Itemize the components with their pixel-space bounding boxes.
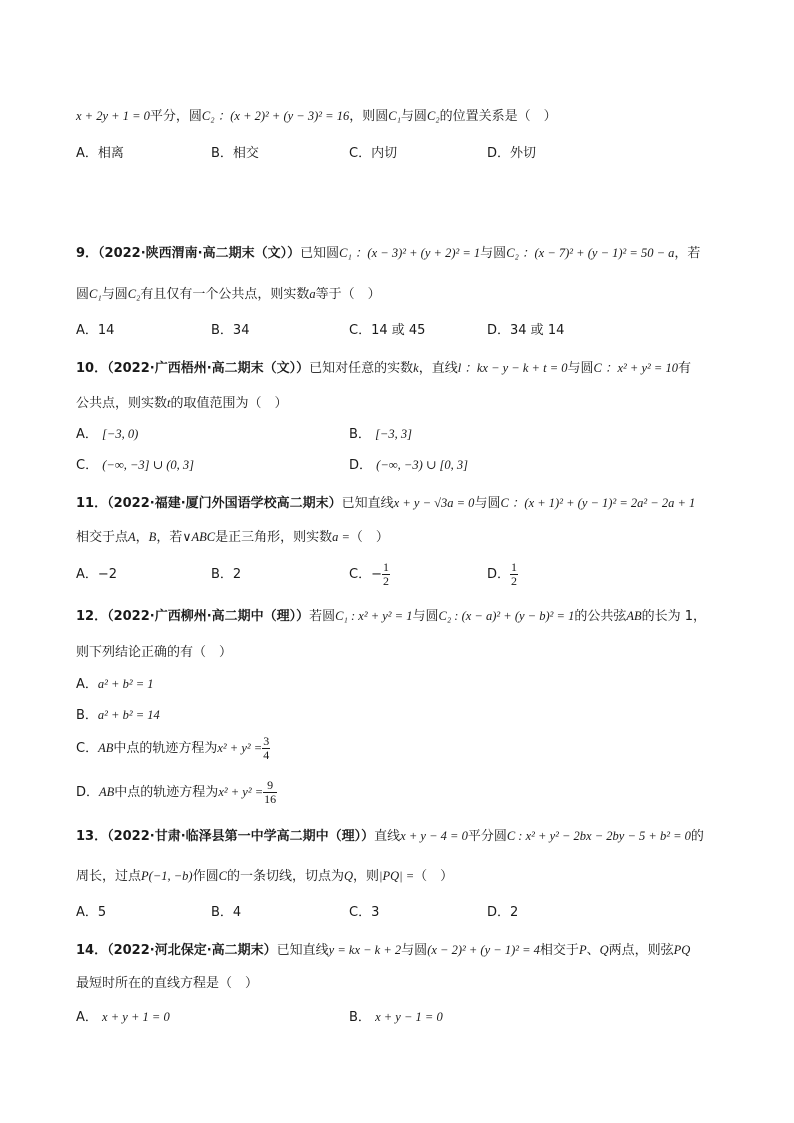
option-label: A． bbox=[76, 427, 98, 442]
q8-option-a: A．相离 bbox=[76, 146, 124, 161]
q12-text: 与圆 bbox=[412, 609, 439, 624]
q10-text: 有 bbox=[677, 361, 691, 376]
q10-math-line: l ：kx − y − k + t = 0 bbox=[457, 361, 568, 375]
option-text: 中点的轨迹方程为 bbox=[113, 741, 218, 756]
q9-stem-line2 bbox=[76, 284, 381, 305]
option-label: D． bbox=[349, 458, 373, 473]
denominator: 4 bbox=[263, 748, 270, 762]
q13-math-line: x + y − 4 = 0 bbox=[400, 829, 468, 843]
q11-text: （ ） bbox=[349, 530, 389, 545]
q10-source: （2022·广西梧州·高二期末（文）） bbox=[107, 361, 310, 376]
q14-number: 14． bbox=[76, 943, 108, 958]
option-math: [−3, 0) bbox=[102, 427, 139, 441]
q9-source: （2022·陕西渭南·高二期末（文）） bbox=[98, 246, 301, 261]
q12-option-d bbox=[76, 777, 277, 808]
q10-number: 10． bbox=[76, 361, 108, 376]
q8-math-c2: C₂ bbox=[426, 109, 440, 123]
q10-option-b bbox=[349, 424, 412, 445]
q11-stem-line1 bbox=[76, 493, 695, 514]
fraction bbox=[382, 561, 390, 588]
option-label: A． bbox=[76, 567, 98, 582]
numerator: 3 bbox=[263, 734, 270, 748]
denominator: 16 bbox=[264, 792, 277, 806]
q9-option-a: A．14 bbox=[76, 323, 115, 338]
option-label: D． bbox=[487, 567, 511, 582]
q13-math: Q bbox=[343, 869, 354, 883]
q9-math: C₁ bbox=[89, 287, 102, 301]
q13-stem-line1 bbox=[76, 826, 704, 847]
q9-math-c2: C₂ ：(x − 7)² + (y − 1)² = 50 − a bbox=[506, 246, 675, 260]
q14-math: P bbox=[578, 943, 587, 957]
q13-number: 13． bbox=[76, 829, 108, 844]
q11-source: （2022·福建·厦门外国语学校高二期末） bbox=[107, 496, 342, 511]
numerator: 1 bbox=[511, 560, 518, 574]
option-label: C． bbox=[76, 458, 99, 473]
q9-math-c1: C₁ ：(x − 3)² + (y + 2)² = 1 bbox=[339, 246, 481, 260]
q9-number: 9． bbox=[76, 246, 99, 261]
q11-text: 是正三角形，则实数 bbox=[215, 530, 333, 545]
q13-math: C bbox=[218, 869, 227, 883]
option-math: −2 bbox=[97, 567, 118, 582]
q10-stem-line2 bbox=[76, 393, 288, 414]
option-label: C． bbox=[76, 741, 99, 756]
q9-math: C₂ bbox=[127, 287, 141, 301]
q13-text: ，则 bbox=[353, 869, 380, 884]
q12-option-c bbox=[76, 733, 270, 764]
q10-option-a bbox=[76, 424, 138, 445]
q10-math: t bbox=[167, 396, 171, 410]
q13-math-circle: C : x² + y² − 2bx − 2by − 5 + b² = 0 bbox=[506, 829, 691, 843]
q11-option-d bbox=[487, 560, 518, 590]
q8-option-c: C．内切 bbox=[349, 146, 398, 161]
option-label: C． bbox=[349, 567, 372, 582]
denominator: 2 bbox=[511, 574, 518, 588]
q12-option-b bbox=[76, 705, 160, 726]
q10-stem-line1 bbox=[76, 358, 691, 379]
q9-text: 等于（ ） bbox=[315, 287, 381, 302]
denominator: 2 bbox=[382, 574, 389, 588]
option-label: B． bbox=[349, 427, 371, 442]
q13-stem-line2 bbox=[76, 866, 453, 887]
q11-option-c bbox=[349, 560, 390, 590]
q8-text: 的位置关系是（ ） bbox=[439, 109, 557, 124]
q14-text: 相交于 bbox=[539, 943, 579, 958]
option-math: x + y − 1 = 0 bbox=[375, 1010, 443, 1024]
q13-option-b: B．4 bbox=[211, 905, 242, 920]
q11-math: ∨ABC bbox=[182, 530, 216, 544]
numerator: 1 bbox=[382, 560, 389, 574]
q9-option-b: B．34 bbox=[211, 323, 250, 338]
q12-text: 的公共弦 bbox=[574, 609, 627, 624]
q11-option-a bbox=[76, 565, 117, 585]
q14-option-a bbox=[76, 1007, 170, 1028]
q14-text: 已知直线 bbox=[276, 943, 329, 958]
q14-text: 两点，则弦 bbox=[608, 943, 674, 958]
q9-text: 与圆 bbox=[480, 246, 507, 261]
q10-text: 与圆 bbox=[567, 361, 594, 376]
q9-text: ，若 bbox=[674, 246, 701, 261]
q8-option-d: D．外切 bbox=[487, 146, 537, 161]
option-math: x + y + 1 = 0 bbox=[102, 1010, 170, 1024]
q9-option-d: D．34 或 14 bbox=[487, 323, 565, 338]
q11-text: 相交于点 bbox=[76, 530, 129, 545]
numerator: 9 bbox=[263, 779, 277, 793]
option-math: (−∞, −3) ∪ [0, 3] bbox=[376, 458, 468, 472]
q10-text: 的取值范围为（ ） bbox=[170, 396, 288, 411]
q12-source: （2022·广西柳州·高二期中（理）） bbox=[107, 609, 310, 624]
q9-text: 已知圆 bbox=[300, 246, 340, 261]
q10-text: 已知对任意的实数 bbox=[309, 361, 414, 376]
q12-text: 若圆 bbox=[309, 609, 336, 624]
q14-text: 与圆 bbox=[401, 943, 428, 958]
q11-math: A bbox=[128, 530, 136, 544]
q13-option-a: A．5 bbox=[76, 905, 107, 920]
q14-math-circle: (x − 2)² + (y − 1)² = 4 bbox=[427, 943, 540, 957]
q13-math: P(−1, −b) bbox=[141, 869, 193, 883]
q11-number: 11． bbox=[76, 496, 108, 511]
q10-text: ，直线 bbox=[418, 361, 458, 376]
q8-text: ，则圆 bbox=[349, 109, 389, 124]
option-math: (−∞, −3] ∪ (0, 3] bbox=[102, 458, 195, 472]
option-label: A． bbox=[76, 677, 98, 692]
q13-text: 作圆 bbox=[192, 869, 219, 884]
q8-option-b: B．相交 bbox=[211, 146, 259, 161]
option-math: x² + y² = bbox=[217, 741, 263, 755]
option-math: a² + b² = 1 bbox=[97, 677, 154, 691]
option-label: B． bbox=[211, 567, 233, 582]
q11-text: 与圆 bbox=[474, 496, 501, 511]
q8-text: 与圆 bbox=[400, 109, 427, 124]
q12-math: AB bbox=[626, 609, 642, 623]
q13-math: |PQ| = bbox=[379, 869, 415, 883]
q13-text: 直线 bbox=[374, 829, 401, 844]
q11-stem-line2 bbox=[76, 527, 389, 548]
q14-stem-line1 bbox=[76, 940, 690, 961]
option-math: x² + y² = bbox=[218, 785, 264, 799]
option-math: − bbox=[371, 567, 382, 582]
q13-text: 平分圆 bbox=[467, 829, 507, 844]
option-label: B． bbox=[76, 708, 98, 723]
q9-text: 圆 bbox=[76, 287, 90, 302]
option-math: AB bbox=[99, 785, 115, 799]
q13-text: 周长，过点 bbox=[76, 869, 142, 884]
option-text: 中点的轨迹方程为 bbox=[114, 785, 219, 800]
q12-math-c2: C₂ : (x − a)² + (y − b)² = 1 bbox=[438, 609, 575, 623]
q11-option-b bbox=[211, 565, 241, 585]
q14-text: 、 bbox=[586, 943, 600, 958]
q14-math: Q bbox=[599, 943, 609, 957]
q13-option-c: C．3 bbox=[349, 905, 380, 920]
q11-text: ，若 bbox=[156, 530, 183, 545]
option-math: a² + b² = 14 bbox=[97, 708, 160, 722]
q11-math-circle: C ：(x + 1)² + (y − 1)² = 2a² − 2a + 1 bbox=[500, 496, 696, 510]
q9-text: 有且仅有一个公共点，则实数 bbox=[140, 287, 310, 302]
q10-option-c bbox=[76, 455, 194, 476]
q10-math: k bbox=[413, 361, 419, 375]
option-math: 2 bbox=[232, 567, 242, 582]
q12-number: 12． bbox=[76, 609, 108, 624]
q12-stem-line2: 则下列结论正确的有（ ） bbox=[76, 645, 233, 660]
q12-stem-line1 bbox=[76, 606, 706, 627]
q12-option-a bbox=[76, 674, 154, 695]
q8-math-line: x + 2y + 1 = 0 bbox=[76, 109, 150, 123]
q10-text: 公共点，则实数 bbox=[76, 396, 168, 411]
q8-stem-line bbox=[76, 106, 557, 127]
q8-math-circle: C₂ ：(x + 2)² + (y − 3)² = 16 bbox=[201, 109, 350, 123]
q14-stem-line2: 最短时所在的直线方程是（ ） bbox=[76, 976, 259, 991]
q10-option-d bbox=[349, 455, 468, 476]
option-label: A． bbox=[76, 1010, 98, 1025]
q11-text: ， bbox=[135, 530, 149, 545]
q11-math: B bbox=[148, 530, 157, 544]
option-math: [−3, 3] bbox=[375, 427, 412, 441]
q12-math-c1: C₁ : x² + y² = 1 bbox=[335, 609, 413, 623]
q14-math-line: y = kx − k + 2 bbox=[328, 943, 402, 957]
option-math: AB bbox=[98, 741, 114, 755]
q11-math-line: x + y − √3a = 0 bbox=[393, 496, 475, 510]
option-label: D． bbox=[76, 785, 100, 800]
fraction bbox=[263, 779, 277, 806]
q9-text: 与圆 bbox=[101, 287, 128, 302]
option-label: B． bbox=[349, 1010, 371, 1025]
q14-option-b bbox=[349, 1007, 443, 1028]
q13-text: 的 bbox=[690, 829, 704, 844]
q12-text: 的长为 1， bbox=[641, 609, 707, 624]
q13-text: 的一条切线，切点为 bbox=[226, 869, 344, 884]
q9-option-c: C．14 或 45 bbox=[349, 323, 426, 338]
q13-source: （2022·甘肃·临泽县第一中学高二期中（理）） bbox=[107, 829, 375, 844]
fraction bbox=[262, 735, 270, 762]
q14-source: （2022·河北保定·高二期末） bbox=[107, 943, 277, 958]
q11-text: 已知直线 bbox=[341, 496, 394, 511]
q14-math: PQ bbox=[673, 943, 691, 957]
q8-text: 平分，圆 bbox=[149, 109, 202, 124]
q9-stem-line1 bbox=[76, 243, 700, 264]
q8-math-c1: C₁ bbox=[388, 109, 401, 123]
q10-math-circle: C ：x² + y² = 10 bbox=[593, 361, 678, 375]
q13-text: （ ） bbox=[414, 869, 454, 884]
q13-option-d: D．2 bbox=[487, 905, 519, 920]
q9-math: a bbox=[309, 287, 316, 301]
fraction bbox=[510, 561, 518, 588]
q11-math: a = bbox=[332, 530, 350, 544]
